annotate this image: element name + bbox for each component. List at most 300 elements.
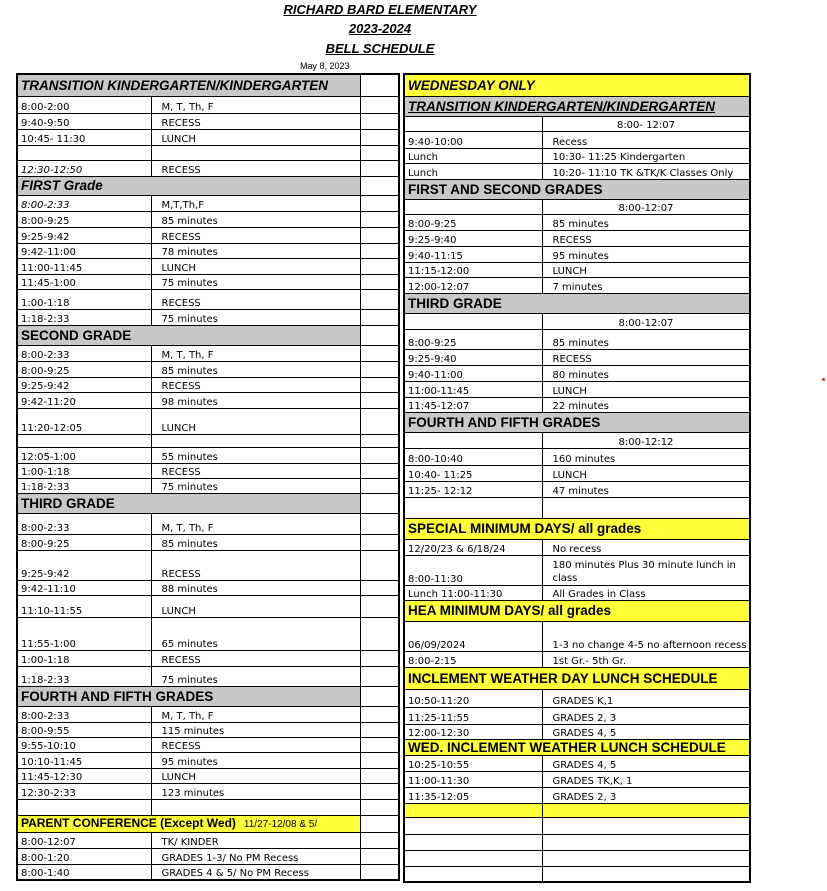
blank-cell <box>404 866 542 882</box>
schedule-row <box>17 211 399 227</box>
time-cell: 8:00-9:55 <box>17 722 151 737</box>
activity-cell: M, T, Th, F <box>151 96 360 113</box>
schedule-row <box>17 258 399 274</box>
blank-cell <box>360 309 399 325</box>
section-header-row <box>17 325 399 345</box>
blank-cell <box>360 96 399 113</box>
activity-cell: 95 minutes <box>542 246 750 262</box>
activity-cell: RECESS <box>151 650 360 666</box>
blank-cell <box>360 832 399 848</box>
start-time-row <box>404 432 750 448</box>
activity-cell: 160 minutes <box>542 448 750 465</box>
blank-cell <box>360 722 399 737</box>
activity-cell: RECESS <box>151 550 360 580</box>
section-title <box>17 815 360 832</box>
schedule-row <box>17 243 399 258</box>
schedule-row <box>404 448 750 465</box>
activity-cell: GRADES 2, 3 <box>542 787 750 803</box>
blank-cell <box>404 817 542 834</box>
blank-cell <box>404 850 542 866</box>
blank-cell <box>360 617 399 650</box>
blank-cell <box>360 650 399 666</box>
activity-cell: 75 minutes <box>151 274 360 289</box>
start-time: 8:00-12:07 <box>542 313 750 329</box>
start-time: 8:00-12:12 <box>542 432 750 448</box>
blank-cell <box>360 176 399 195</box>
schedule-row <box>17 580 399 595</box>
section-title-text: FIRST AND SECOND GRADES <box>408 181 603 197</box>
schedule-row <box>17 96 399 113</box>
section-title-text: TRANSITION KINDERGARTEN/KINDERGARTEN <box>21 77 329 93</box>
time-cell: 11:15-12:00 <box>404 262 542 277</box>
start-time: 8:00- 12:07 <box>542 116 750 131</box>
activity-cell: GRADES TK,K, 1 <box>542 771 750 787</box>
schedule-row <box>17 463 399 478</box>
section-title-text: FIRST Grade <box>21 178 103 193</box>
activity-cell: 75 minutes <box>151 478 360 493</box>
activity-cell: 55 minutes <box>151 447 360 463</box>
schedule-row <box>17 617 399 650</box>
time-cell: 1:18-2:33 <box>17 666 151 686</box>
activity-cell: LUNCH <box>542 262 750 277</box>
time-cell: 9:25-9:40 <box>404 349 542 365</box>
activity-cell: 75 minutes <box>151 309 360 325</box>
schedule-row <box>17 113 399 129</box>
blank-cell <box>360 864 399 880</box>
section-title <box>404 179 750 199</box>
activity-cell: LUNCH <box>151 408 360 434</box>
blank-cell <box>360 768 399 783</box>
section-title <box>17 686 360 706</box>
blank-cell <box>360 160 399 176</box>
blank-row <box>404 834 750 850</box>
activity-cell: 85 minutes <box>542 214 750 230</box>
schedule-row <box>404 651 750 667</box>
schedule-row <box>404 555 750 585</box>
schedule-row <box>17 478 399 493</box>
time-cell: 1:00-1:18 <box>17 650 151 666</box>
blank-cell <box>360 848 399 864</box>
start-time-row <box>404 199 750 214</box>
blank-cell <box>17 799 151 815</box>
blank-cell <box>360 783 399 799</box>
schedule-row <box>404 148 750 163</box>
activity-cell: RECESS <box>151 463 360 478</box>
blank-cell <box>360 195 399 211</box>
blank-cell <box>360 129 399 145</box>
time-cell: 9:42-11:00 <box>17 243 151 258</box>
schedule-row <box>404 230 750 246</box>
schedule-row <box>17 345 399 361</box>
school-year: 2023-2024 <box>348 21 412 36</box>
activity-cell: 115 minutes <box>151 722 360 737</box>
activity-cell: All Grades in Class <box>542 585 750 600</box>
time-cell: 9:42-11:10 <box>17 580 151 595</box>
blank-cell <box>360 243 399 258</box>
blank-cell <box>360 113 399 129</box>
time-cell: 11:10-11:55 <box>17 595 151 617</box>
schedule-row <box>17 160 399 176</box>
schedule-row <box>404 277 750 293</box>
activity-cell: RECESS <box>542 230 750 246</box>
blank-cell <box>360 534 399 550</box>
schedule-row <box>17 666 399 686</box>
time-cell: 8:00-2:33 <box>17 195 151 211</box>
schedule-row <box>17 848 399 864</box>
section-title <box>404 739 750 755</box>
time-cell: 11:45-1:00 <box>17 274 151 289</box>
schedule-row <box>404 381 750 397</box>
activity-cell: 47 minutes <box>542 481 750 497</box>
section-header-row <box>404 179 750 199</box>
time-cell: 11:25-11:55 <box>404 707 542 724</box>
schedule-row <box>17 722 399 737</box>
activity-cell: 180 minutes Plus 30 minute lunch in class <box>542 555 750 585</box>
blank-cell <box>404 116 542 131</box>
schedule-title: BELL SCHEDULE <box>325 41 435 56</box>
section-title-text: SPECIAL MINIMUM DAYS/ all grades <box>408 521 642 536</box>
section-header-row <box>17 493 399 513</box>
activity-cell: LUNCH <box>151 768 360 783</box>
schedule-row <box>17 832 399 848</box>
time-cell: 8:00-9:25 <box>404 214 542 230</box>
time-cell: 11:00-11:30 <box>404 771 542 787</box>
time-cell: Lunch <box>404 148 542 163</box>
blank-cell <box>404 834 542 850</box>
blank-cell <box>360 513 399 534</box>
time-cell: 12:30-12:50 <box>17 160 151 176</box>
blank-cell <box>360 392 399 408</box>
schedule-row <box>17 289 399 309</box>
blank-cell <box>360 799 399 815</box>
activity-cell: LUNCH <box>151 595 360 617</box>
blank-cell <box>542 803 750 817</box>
schedule-row <box>404 246 750 262</box>
activity-cell: 75 minutes <box>151 666 360 686</box>
section-title-text: WEDNESDAY ONLY <box>408 77 535 93</box>
blank-cell <box>542 497 750 518</box>
start-time-row <box>404 313 750 329</box>
section-header-row <box>17 74 399 96</box>
activity-cell: Recess <box>542 131 750 148</box>
time-cell: 10:45- 11:30 <box>17 129 151 145</box>
time-cell: Lunch 11:00-11:30 <box>404 585 542 600</box>
time-cell: 12:05-1:00 <box>17 447 151 463</box>
schedule-row <box>404 585 750 600</box>
schedule-row <box>404 707 750 724</box>
activity-cell: RECESS <box>151 227 360 243</box>
start-time-row <box>404 116 750 131</box>
section-title <box>404 518 750 539</box>
activity-cell: 22 minutes <box>542 397 750 412</box>
blank-cell <box>151 799 360 815</box>
activity-cell: GRADES K,1 <box>542 689 750 707</box>
section-title <box>17 325 360 345</box>
blank-cell <box>360 686 399 706</box>
time-cell: 8:00-10:40 <box>404 448 542 465</box>
activity-cell: 78 minutes <box>151 243 360 258</box>
schedule-row <box>404 771 750 787</box>
activity-cell: LUNCH <box>151 258 360 274</box>
blank-cell <box>360 550 399 580</box>
blank-cell <box>360 377 399 392</box>
blank-cell <box>360 595 399 617</box>
activity-cell: 65 minutes <box>151 617 360 650</box>
schedule-row <box>17 392 399 408</box>
activity-cell: M, T, Th, F <box>151 706 360 722</box>
time-cell: 10:40- 11:25 <box>404 465 542 481</box>
blank-cell <box>360 227 399 243</box>
section-header-row <box>404 74 750 96</box>
activity-cell: 85 minutes <box>542 329 750 349</box>
section-title <box>17 176 360 195</box>
time-cell: 8:00-9:25 <box>17 361 151 377</box>
blank-cell <box>360 211 399 227</box>
time-cell: 9:40-9:50 <box>17 113 151 129</box>
time-cell: 8:00-9:25 <box>17 534 151 550</box>
schedule-row <box>404 397 750 412</box>
left-schedule-table <box>16 73 400 881</box>
time-cell: 9:25-9:42 <box>17 377 151 392</box>
activity-cell: GRADES 4 & 5/ No PM Recess <box>151 864 360 880</box>
schedule-row <box>404 481 750 497</box>
time-cell: 9:25-9:40 <box>404 230 542 246</box>
blank-cell <box>542 834 750 850</box>
time-cell: 9:25-9:42 <box>17 550 151 580</box>
schedule-row <box>17 195 399 211</box>
time-cell: 10:25-10:55 <box>404 755 542 771</box>
activity-cell: 95 minutes <box>151 752 360 768</box>
activity-cell: GRADES 2, 3 <box>542 707 750 724</box>
time-cell: 12:00-12:07 <box>404 277 542 293</box>
time-cell: Lunch <box>404 163 542 179</box>
schedule-row <box>17 595 399 617</box>
time-cell: 1:18-2:33 <box>17 478 151 493</box>
time-cell: 11:00-11:45 <box>404 381 542 397</box>
schedule-row <box>404 329 750 349</box>
blank-cell <box>360 478 399 493</box>
time-cell: 11:25- 12:12 <box>404 481 542 497</box>
blank-cell <box>542 850 750 866</box>
schedule-row <box>404 365 750 381</box>
time-cell: 8:00-1:40 <box>17 864 151 880</box>
activity-cell: RECESS <box>151 160 360 176</box>
blank-cell <box>404 199 542 214</box>
time-cell <box>17 145 151 160</box>
activity-cell: RECESS <box>151 289 360 309</box>
activity-cell: 85 minutes <box>151 211 360 227</box>
activity-cell: M, T, Th, F <box>151 513 360 534</box>
time-cell: 8:00-1:20 <box>17 848 151 864</box>
schedule-row <box>404 724 750 739</box>
blank-row <box>404 817 750 834</box>
schedule-row <box>17 145 399 160</box>
section-title-text: FOURTH AND FIFTH GRADES <box>21 688 214 704</box>
time-cell: 10:10-11:45 <box>17 752 151 768</box>
activity-cell: 85 minutes <box>151 361 360 377</box>
schedule-row <box>17 783 399 799</box>
schedule-row <box>17 447 399 463</box>
activity-cell: LUNCH <box>542 381 750 397</box>
blank-cell <box>360 737 399 752</box>
schedule-row <box>17 361 399 377</box>
activity-cell: 98 minutes <box>151 392 360 408</box>
schedule-row <box>17 309 399 325</box>
activity-cell: RECESS <box>542 349 750 365</box>
schedule-row <box>17 752 399 768</box>
schedule-row <box>17 864 399 880</box>
blank-cell <box>360 447 399 463</box>
stray-mark <box>822 378 825 381</box>
activity-cell: LUNCH <box>542 465 750 481</box>
schedule-row <box>17 550 399 580</box>
schedule-row <box>404 621 750 651</box>
activity-cell: 85 minutes <box>151 534 360 550</box>
blank-cell <box>360 408 399 434</box>
time-cell: 8:00-12:07 <box>17 832 151 848</box>
blank-cell <box>360 258 399 274</box>
blank-cell <box>542 817 750 834</box>
time-cell: 11:55-1:00 <box>17 617 151 650</box>
time-cell: 11:00-11:45 <box>17 258 151 274</box>
blank-row <box>404 866 750 882</box>
schedule-row <box>17 227 399 243</box>
time-cell: 12:00-12:30 <box>404 724 542 739</box>
activity-cell: 7 minutes <box>542 277 750 293</box>
activity-cell: LUNCH <box>151 129 360 145</box>
section-title <box>17 493 360 513</box>
time-cell: 10:50-11:20 <box>404 689 542 707</box>
schedule-row <box>17 408 399 434</box>
schedule-row <box>17 377 399 392</box>
schedule-row <box>404 465 750 481</box>
blank-cell <box>360 274 399 289</box>
time-cell: 8:00-11:30 <box>404 555 542 585</box>
time-cell: 06/09/2024 <box>404 621 542 651</box>
blank-cell <box>404 803 542 817</box>
schedule-row <box>404 214 750 230</box>
activity-cell: 123 minutes <box>151 783 360 799</box>
section-title <box>404 74 750 96</box>
schedule-row <box>17 129 399 145</box>
activity-cell <box>151 434 360 447</box>
blank-cell <box>360 145 399 160</box>
section-header-row <box>404 293 750 313</box>
schedule-row <box>404 262 750 277</box>
blank-cell <box>360 463 399 478</box>
blank-cell <box>404 432 542 448</box>
blank-row <box>404 850 750 866</box>
section-header-row <box>404 600 750 621</box>
section-header-row <box>404 518 750 539</box>
section-header-row <box>404 667 750 689</box>
blank-cell <box>360 434 399 447</box>
time-cell: 9:42-11:20 <box>17 392 151 408</box>
section-header-row <box>404 96 750 116</box>
activity-cell: M, T, Th, F <box>151 345 360 361</box>
section-title <box>404 412 750 432</box>
blank-cell <box>360 706 399 722</box>
blank-cell <box>360 666 399 686</box>
blank-cell <box>360 815 399 832</box>
activity-cell <box>151 145 360 160</box>
activity-cell: RECESS <box>151 377 360 392</box>
activity-cell: 10:20- 11:10 TK &TK/K Classes Only <box>542 163 750 179</box>
blank-cell <box>360 493 399 513</box>
time-cell: 11:45-12:30 <box>17 768 151 783</box>
blank-cell <box>404 497 542 518</box>
time-cell: 9:55-10:10 <box>17 737 151 752</box>
schedule-row <box>17 274 399 289</box>
activity-cell: M,T,Th,F <box>151 195 360 211</box>
schedule-row <box>404 689 750 707</box>
activity-cell: GRADES 4, 5 <box>542 724 750 739</box>
time-cell: 9:40-11:15 <box>404 246 542 262</box>
time-cell: 8:00-2:33 <box>17 513 151 534</box>
activity-cell: 10:30- 11:25 Kindergarten <box>542 148 750 163</box>
time-cell: 8:00-2:33 <box>17 706 151 722</box>
time-cell: 8:00-2:15 <box>404 651 542 667</box>
time-cell: 1:00-1:18 <box>17 289 151 309</box>
section-header-row <box>17 176 399 195</box>
section-title-text: FOURTH AND FIFTH GRADES <box>408 414 601 430</box>
schedule-row <box>404 349 750 365</box>
section-title <box>17 74 360 96</box>
school-title: RICHARD BARD ELEMENTARY <box>283 2 477 17</box>
schedule-row <box>404 755 750 771</box>
section-title-text: HEA MINIMUM DAYS/ all grades <box>408 603 612 618</box>
blank-cell <box>360 580 399 595</box>
section-title-text: WED. INCLEMENT WEATHER LUNCH SCHEDULE <box>408 739 726 755</box>
schedule-row <box>404 131 750 148</box>
yellow-spacer-row <box>404 803 750 817</box>
schedule-row <box>17 513 399 534</box>
activity-cell: TK/ KINDER <box>151 832 360 848</box>
section-title-text: INCLEMENT WEATHER DAY LUNCH SCHEDULE <box>408 670 718 686</box>
blank-cell <box>360 345 399 361</box>
section-title <box>404 667 750 689</box>
schedule-row <box>17 534 399 550</box>
blank-cell <box>404 313 542 329</box>
time-cell: 12:30-2:33 <box>17 783 151 799</box>
section-title-text: THIRD GRADE <box>408 295 502 311</box>
time-cell: 12/20/23 & 6/18/24 <box>404 539 542 555</box>
activity-cell: GRADES 4, 5 <box>542 755 750 771</box>
schedule-row <box>17 650 399 666</box>
blank-cell <box>542 866 750 882</box>
time-cell: 1:18-2:33 <box>17 309 151 325</box>
time-cell: 9:40-11:00 <box>404 365 542 381</box>
blank-cell <box>360 74 399 96</box>
activity-cell: No recess <box>542 539 750 555</box>
time-cell: 11:35-12:05 <box>404 787 542 803</box>
activity-cell: RECESS <box>151 113 360 129</box>
section-title <box>404 96 750 116</box>
section-header-row <box>17 686 399 706</box>
blank-row <box>404 497 750 518</box>
schedule-row <box>17 737 399 752</box>
time-cell: 9:25-9:42 <box>17 227 151 243</box>
activity-cell: 80 minutes <box>542 365 750 381</box>
schedule-row <box>404 539 750 555</box>
blank-row <box>17 799 399 815</box>
blank-cell <box>360 752 399 768</box>
section-title-text: PARENT CONFERENCE (Except Wed) <box>21 815 236 830</box>
time-cell: 8:00-2:33 <box>17 345 151 361</box>
right-schedule-table <box>403 73 751 883</box>
section-title-text: TRANSITION KINDERGARTEN/KINDERGARTEN <box>408 98 716 114</box>
activity-cell: 1st Gr.- 5th Gr. <box>542 651 750 667</box>
